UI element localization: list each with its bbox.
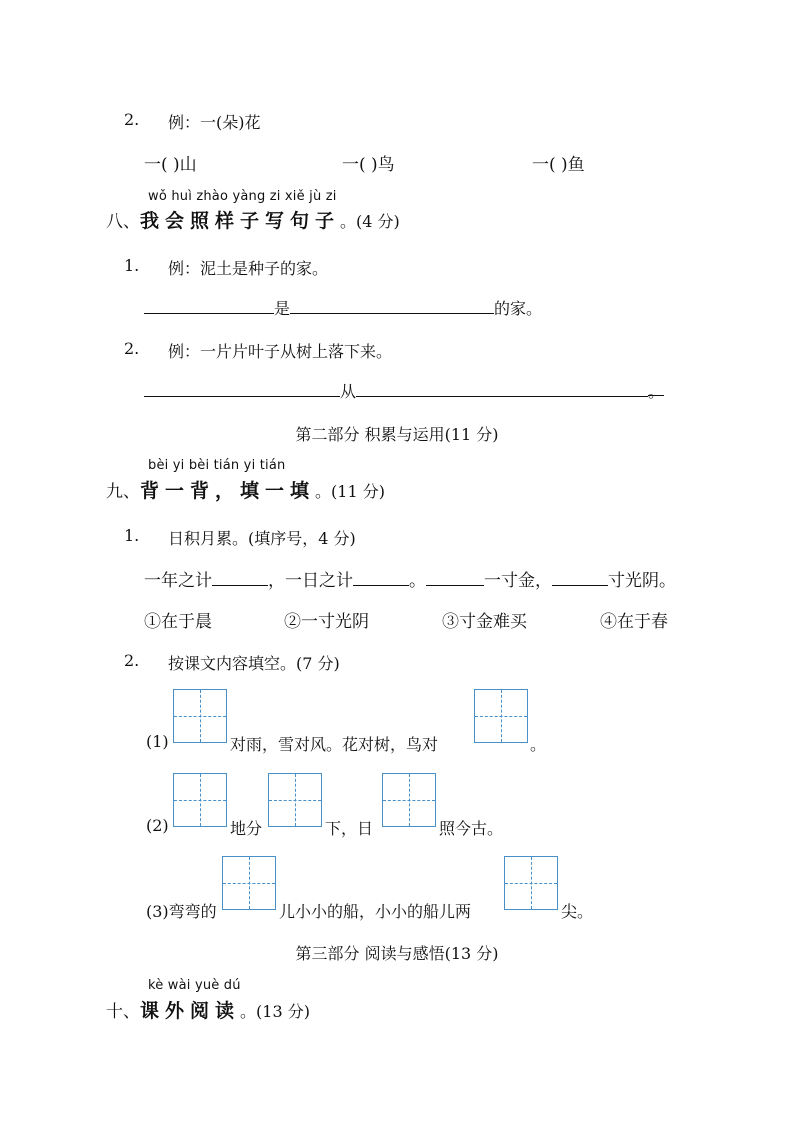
section10-points: 。(13 分) (240, 1002, 310, 1021)
q9-2-line3-text-a: 儿小小的船，小小的船儿两 (279, 902, 472, 921)
section8-pinyin: wǒ huì zhào yàng zi xiě jù zi (148, 189, 337, 204)
answer-blank[interactable] (356, 380, 648, 397)
q8-1-answer-line (144, 296, 542, 319)
q9-1-option-1: ①在于晨 (144, 612, 212, 632)
q9-2-line2-text-c: 照今古。 (439, 819, 504, 838)
tianzige-box[interactable] (222, 856, 276, 910)
q9-1-text: 一年之计 (144, 571, 212, 591)
tianzige-box[interactable] (173, 773, 227, 827)
answer-blank[interactable] (144, 380, 340, 397)
q7-2-example: 例：一(朵)花 (168, 113, 261, 132)
q9-1-option-4: ④在于春 (600, 612, 668, 632)
q9-2-line3-text-b: 尖。 (561, 902, 594, 921)
section9-number: 九、 (106, 482, 140, 502)
q8-1-word-dejia: 的家。 (494, 299, 543, 318)
q9-2-number: 2. (124, 651, 140, 670)
tianzige-box[interactable] (173, 689, 227, 743)
answer-blank[interactable] (144, 297, 274, 314)
q9-1-text: 。 (409, 571, 426, 591)
q8-2-word-cong: 从 (340, 382, 357, 401)
q9-1-number: 1. (124, 526, 140, 545)
q9-2-line1-end: 。 (530, 735, 547, 754)
q7-2-number: 2. (124, 110, 140, 129)
tianzige-box[interactable] (268, 773, 322, 827)
section9-title: 背一背，填一填 (140, 480, 316, 502)
q8-2-answer-line (144, 379, 664, 402)
tianzige-box[interactable] (504, 856, 558, 910)
q9-1-fill-line (144, 566, 676, 591)
q8-2-end-mark: 。 (648, 379, 664, 396)
section9-heading (106, 476, 385, 503)
q9-2-line1-text: 对雨，雪对风。花对树，鸟对 (230, 735, 439, 754)
tianzige-box[interactable] (474, 689, 528, 743)
q8-2-example: 例：一片片叶子从树上落下来。 (168, 342, 393, 361)
q8-1-word-shi: 是 (274, 299, 291, 318)
q9-1-option-3: ③寸金难买 (442, 612, 527, 632)
q9-1-option-2: ②一寸光阴 (284, 612, 369, 632)
q9-1-text: ，一日之计 (268, 571, 353, 591)
q9-2-prompt: 按课文内容填空。(7 分) (168, 654, 340, 673)
q8-2-number: 2. (124, 339, 140, 358)
q8-1-number: 1. (124, 256, 140, 275)
section8-number: 八、 (106, 212, 140, 232)
q7-2-blank-mountain: 一( )山 (144, 155, 197, 175)
section10-title: 课外阅读 (140, 1000, 241, 1022)
q8-1-example: 例：泥土是种子的家。 (168, 259, 329, 278)
tianzige-box[interactable] (382, 773, 436, 827)
q9-2-line1-number: (1) (146, 732, 169, 751)
q9-2-line2-text-a: 地分 (230, 819, 263, 838)
answer-blank[interactable] (353, 569, 409, 586)
q9-1-text: 一寸金， (484, 571, 552, 591)
q9-2-line2-text-b: 下，日 (325, 819, 374, 838)
q7-2-blank-bird: 一( )鸟 (342, 155, 395, 175)
q7-2-blank-fish: 一( )鱼 (532, 155, 585, 175)
section10-number: 十、 (106, 1002, 140, 1022)
section9-points: 。(11 分) (315, 482, 385, 501)
section8-heading (106, 206, 400, 233)
answer-blank[interactable] (552, 569, 608, 586)
section9-pinyin: bèi yi bèi tián yi tián (148, 458, 286, 473)
answer-blank[interactable] (426, 569, 484, 586)
answer-blank[interactable] (290, 297, 494, 314)
section8-points: 。(4 分) (340, 212, 400, 231)
part2-title: 第二部分 积累与运用(11 分) (295, 425, 499, 444)
q9-1-text: 寸光阴。 (608, 571, 676, 591)
part3-title: 第三部分 阅读与感悟(13 分) (295, 944, 499, 963)
q9-2-line3-start: (3)弯弯的 (146, 902, 217, 921)
section10-pinyin: kè wài yuè dú (148, 978, 241, 993)
q9-2-line2-number: (2) (146, 816, 169, 835)
section10-heading (106, 996, 310, 1023)
section8-title: 我会照样子写句子 (140, 210, 341, 232)
answer-blank[interactable] (212, 569, 268, 586)
q9-1-prompt: 日积月累。(填序号，4 分) (168, 529, 356, 548)
